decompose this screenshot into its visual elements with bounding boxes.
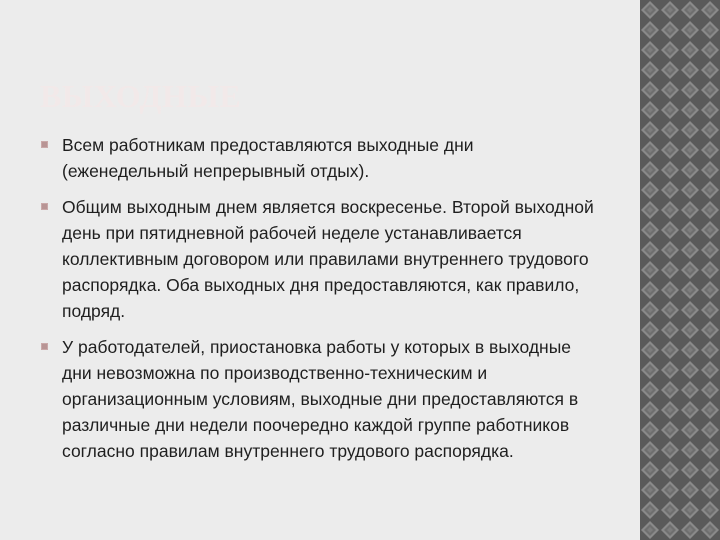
- bullet-text: Общим выходным днем является воскресенье. Второй выходной день при пятидневной рабочей неделе устанавливается коллективным договором или правилами внутреннего трудового распорядка. Оба выходных дня предоставляются, как правило, подряд.: [62, 197, 594, 321]
- slide-title: ВЫХОДНЫЕ: [40, 78, 242, 114]
- bullet-item: [40, 334, 600, 464]
- bullet-text: Всем работникам предоставляются выходные дни (еженедельный непрерывный отдых).: [62, 135, 474, 181]
- diamond-pattern: [640, 0, 720, 540]
- bullet-icon: [41, 141, 48, 148]
- bullet-icon: [41, 203, 48, 210]
- bullet-text: У работодателей, приостановка работы у которых в выходные дни невозможна по производственно-техническим и организационным условиям, выходные дни предоставляются в различные дни недели поочередно каждой группе работников согласно правилам внутреннего трудового распорядка.: [62, 337, 579, 461]
- decorative-side-panel: [640, 0, 720, 540]
- bullet-item: [40, 194, 600, 324]
- bullet-list: [40, 132, 600, 474]
- bullet-icon: [41, 343, 48, 350]
- bullet-item: [40, 132, 600, 184]
